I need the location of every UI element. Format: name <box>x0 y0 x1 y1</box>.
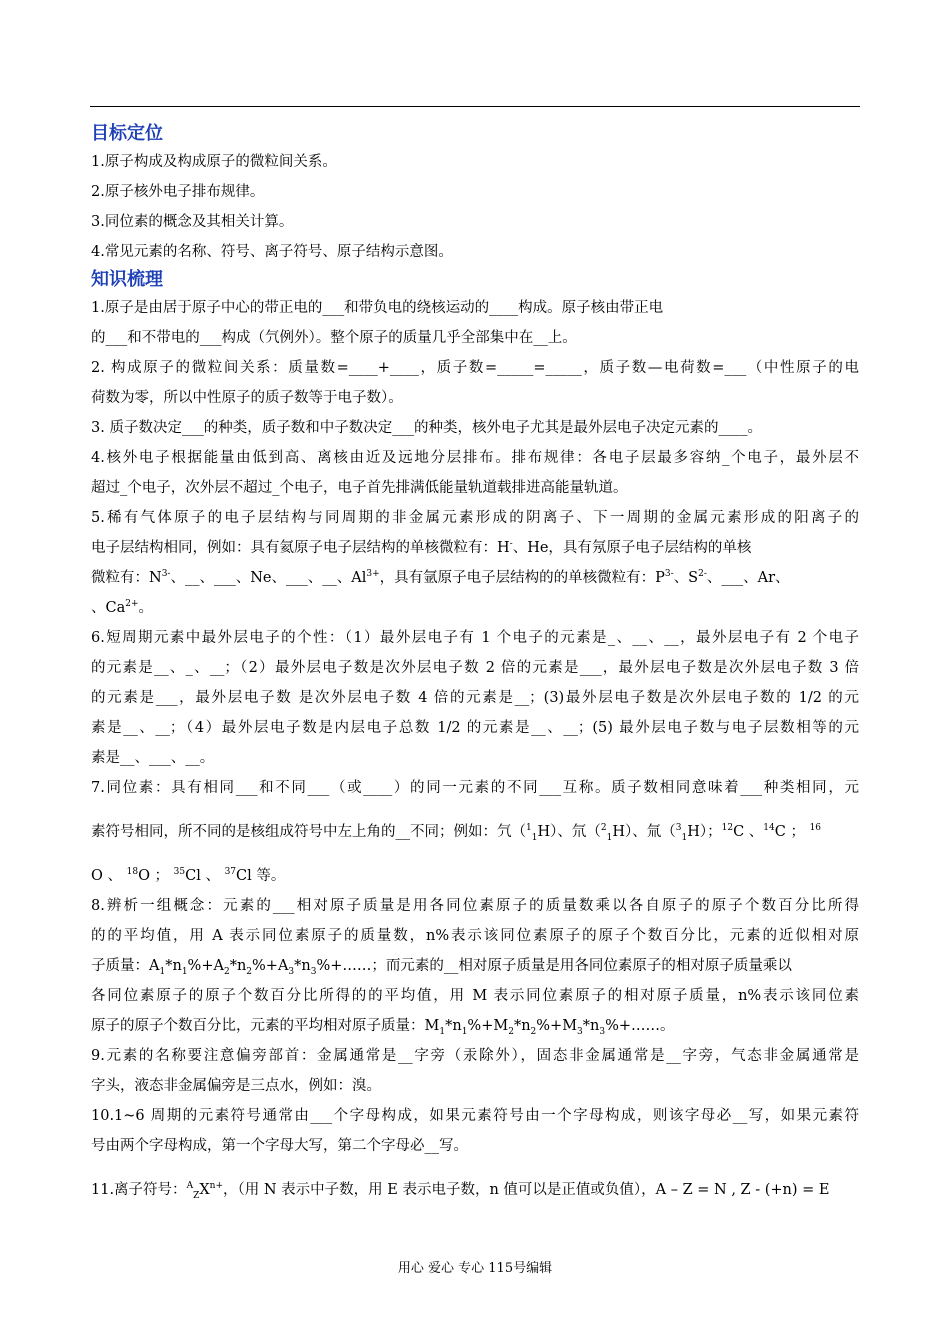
target-item-3: 3.同位素的概念及其相关计算。 <box>91 214 294 230</box>
line-4: 荷数为零，所以中性原子的质子数等于电子数）。 <box>91 390 403 406</box>
line-28: 号由两个字母构成，第一个字母大写，第二个字母必__写。 <box>91 1138 468 1154</box>
target-item-2: 2.原子核外电子排布规律。 <box>91 184 265 200</box>
line-15: 素是__、__；（4）最外层电子数是内层电子总数 1/2 的元素是__、__；(5) 最外层电子数与电子层数相等的元 <box>91 720 859 736</box>
page-footer: 用心 爱心 专心 115号编辑 <box>397 1261 553 1276</box>
heading-knowledge: 知识梳理 <box>91 269 163 290</box>
line-26: 字头，液态非金属偏旁是三点水，例如：溴。 <box>91 1078 381 1094</box>
line-1: 1.原子是由居于原子中心的带正电的___和带负电的绕核运动的____构成。原子核由带正电 <box>91 300 664 316</box>
line-29: 11.离子符号：$^A_ZX^{n+}$，（用 N 表示中子数，用 E 表示电子数，n 值可以是正值或负值），A – Z = N , Z - (+n) = E <box>91 1181 830 1201</box>
line-17: 7.同位素：具有相同___和不同___（或____）的同一元素的不同___互称。质子数相同意味着___种类相同，元 <box>91 780 859 796</box>
line-16: 素是__、___、__。 <box>91 750 215 766</box>
line-18: 素符号相同，所不同的是核组成符号中左上角的__不同；例如：氕（$^1_1$H）、氘（$^2_1$H）、氚（$^3_1$H）；$^{12}$C 、$^{14}$C ； $^{16}$ <box>91 823 822 843</box>
line-6: 4.核外电子根据能量由低到高、离核由近及远地分层排布。排布规律：各电子层最多容纳_个电子，最外层不 <box>91 450 859 466</box>
line-10: 微粒有：$N^{3-}$、__、___、Ne、___、__、$Al^{3+}$，具有氩原子电子层结构的的单核微粒有：$P^{3-}$、$S^{2-}$、___、Ar、 <box>91 569 790 586</box>
target-item-4: 4.常见元素的名称、符号、离子符号、原子结构示意图。 <box>91 244 453 260</box>
target-item-1: 1.原子构成及构成原子的微粒间关系。 <box>91 154 337 170</box>
line-12: 6.短周期元素中最外层电子的个性：（1）最外层电子有 1 个电子的元素是_、__、__，最外层电子有 2 个电子 <box>91 630 859 646</box>
line-8: 5.稀有气体原子的电子层结构与同周期的非金属元素形成的阴离子、下一周期的金属元素形成的阳离子的 <box>91 510 859 526</box>
heading-target: 目标定位 <box>91 123 163 144</box>
line-2: 的___和不带电的___构成（氕例外）。整个原子的质量几乎全部集中在__上。 <box>91 330 577 346</box>
line-23: 各同位素原子的原子个数百分比所得的的平均值，用 M 表示同位素原子的相对原子质量，n%表示该同位素 <box>91 988 859 1004</box>
line-21: 的的平均值，用 A 表示同位素原子的质量数，n%表示该同位素原子的原子个数百分比，元素的近似相对原 <box>91 928 859 944</box>
line-20: 8.辨析一组概念：元素的___相对原子质量是用各同位素原子的质量数乘以各自原子的原子个数百分比所得 <box>91 898 859 914</box>
line-22: 子质量：$A_1*n_1\%+A_2*n_2\%+A_3*n_3\%+\dots\dots$；而元素的__相对原子质量是用各同位素原子的相对原子质量乘以 <box>91 958 792 977</box>
line-9: 电子层结构相同，例如：具有氦原子电子层结构的单核微粒有：H-、He，具有氖原子电子层结构的单核 <box>91 539 752 556</box>
line-13: 的元素是__、_、__；（2）最外层电子数是次外层电子数 2 倍的元素是___，最外层电子数是次外层电子数 3 倍 <box>91 660 859 676</box>
line-3: 2. 构成原子的微粒间关系：质量数=____+____，质子数=_____=_____，质子数—电荷数=___（中性原子的电 <box>91 360 859 376</box>
line-14: 的元素是___，最外层电子数 是次外层电子数 4 倍的元素是__；(3)最外层电子数是次外层电子数的 1/2 的元 <box>91 690 859 706</box>
line-25: 9.元素的名称要注意偏旁部首：金属通常是__字旁（汞除外），固态非金属通常是__字旁，气态非金属通常是 <box>91 1048 859 1064</box>
header-rule <box>90 106 860 107</box>
line-5: 3. 质子数决定___的种类，质子数和中子数决定___的种类，核外电子尤其是最外层电子决定元素的____。 <box>91 420 762 436</box>
document-body <box>91 121 859 1205</box>
line-19: O 、 $^{18}$O ； $^{35}$Cl 、 $^{37}$Cl 等。 <box>91 867 286 884</box>
line-11: 、$Ca^{2+}$。 <box>91 599 154 616</box>
line-24: 原子的原子个数百分比，元素的平均相对原子质量：$M_1*n_1\%+M_2*n_2\%+M_3*n_3\%+\dots\dots$。 <box>91 1018 675 1037</box>
line-7: 超过_个电子，次外层不超过_个电子，电子首先排满低能量轨道载排进高能量轨道。 <box>91 480 628 496</box>
line-27: 10.1~6 周期的元素符号通常由___个字母构成，如果元素符号由一个字母构成，则该字母必__写，如果元素符 <box>91 1108 859 1124</box>
